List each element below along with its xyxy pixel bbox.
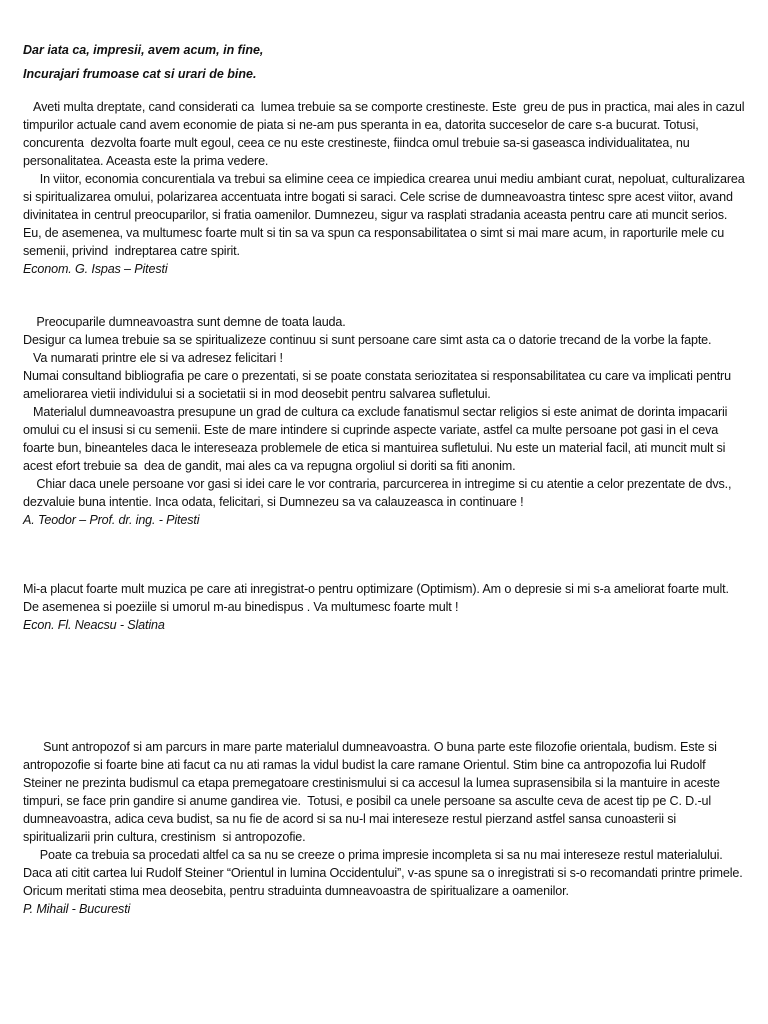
letter-paragraph: Chiar daca unele persoane vor gasi si idei care le vor contraria, parcurcerea in intregime si cu atentie a celor prezentate de dvs., dezvaluie buna intentie. Inca odata, felicitari, si Dumnezeu sa va calauzeasca in continuare !	[23, 477, 735, 509]
letter-paragraph: Mi-a placut foarte mult muzica pe care ati inregistrat-o pentru optimizare (Optimism). Am o depresie si mi s-a ameliorat foarte mult. De asemenea si poeziile si umorul m-au binedispus . Va multumesc foarte mult !	[23, 582, 733, 614]
signature: Econ. Fl. Neacsu - Slatina	[23, 618, 165, 632]
letter-paragraph: Aveti multa dreptate, cand considerati ca lumea trebuie sa se comporte crestineste. Este greu de pus in practica, mai ales in cazul timpurilor actuale cand avem economie de piata si ne-am pus speranta in ea, datorita succeselor de care s-a bucurat. Totusi, concurenta dezvolta foarte mult egoul, ceea ce nu este crestineste, fiindca omul trebuie sa-si gaseasca individualitatea, nu personalitatea. Aceasta este la prima vedere.	[23, 100, 748, 168]
letter-paragraph: In viitor, economia concurentiala va trebui sa elimine ceea ce impiedica crearea unui mediu ambiant curat, nepoluat, culturalizarea si spiritualizarea omului, polarizarea accentuata intre bogati si saraci. Cele scrise de dumneavoastra tintesc spre acest viitor, avand divinitatea in centrul preocuparilor, si fratia oamenilor. Dumnezeu, sigur va rasplati stradania aceasta pentru care ati muncit serios. Eu, de asemenea, va multumesc foarte mult si tin sa va spun ca responsabilitatea o simt si mai mare acum, in raporturile mele cu semenii, privind indreptarea catre spirit.	[23, 172, 748, 258]
signature: P. Mihail - Bucuresti	[23, 902, 131, 916]
testimonial-teodor	[23, 313, 745, 529]
testimonial-ispas	[23, 98, 748, 278]
letter-paragraph: Poate ca trebuia sa procedati altfel ca sa nu se creeze o prima impresie incompleta si sa nu mai intereseze restul materialului. Daca ati citit cartea lui Rudolf Steiner “Orientul in lumina Occidentului”, v-as spune sa o inregistrati si s-o recomandati printre primele. Oricum meritati stima mea deosebita, pentru straduinta dumneavoastra de spiritualizare a oamenilor.	[23, 848, 746, 898]
letter-paragraph: Desigur ca lumea trebuie sa se spiritualizeze continuu si sunt persoane care simt asta ca o datorie trecand de la vorbe la fapte.	[23, 333, 712, 347]
signature: Econom. G. Ispas – Pitesti	[23, 262, 168, 276]
letter-paragraph: Va numarati printre ele si va adresez felicitari !	[23, 351, 283, 365]
intro-verse-line-2: Incurajari frumoase cat si urari de bine.	[23, 67, 257, 81]
signature: A. Teodor – Prof. dr. ing. - Pitesti	[23, 513, 200, 527]
testimonial-neacsu	[23, 580, 745, 634]
intro-verse-line-1: Dar iata ca, impresii, avem acum, in fine,	[23, 43, 264, 57]
letter-paragraph: Sunt antropozof si am parcurs in mare parte materialul dumneavoastra. O buna parte este filozofie orientala, budism. Este si antropozofie si foarte bine ati facut ca nu ati ramas la vidul budist la care ramane Orientul. Stim bine ca antropozofia lui Rudolf Steiner ne prezinta budismul ca etapa premegatoare crestinismului si ca accesul la lumea suprasensibila si la mantuire in aceste timpuri, se face prin gandire si anume gandirea vie. Totusi, e posibil ca unele persoane sa asculte ceva de acest tip pe C. D.-ul dumneavoastra, adica ceva budist, sa nu fie de acord si sa nu-l mai intereseze restul pierzand astfel sansa cunoasterii si spiritualizarii prin cultura, crestinism si antropozofie.	[23, 740, 724, 844]
letter-paragraph: Numai consultand bibliografia pe care o prezentati, si se poate constata seriozitatea si responsabilitatea cu care va implicati pentru ameliorarea vietii individului si a societatii si in mod deosebit pentru salvarea sufletului.	[23, 369, 735, 401]
letter-paragraph: Preocuparile dumneavoastra sunt demne de toata lauda.	[23, 315, 346, 329]
testimonial-mihail	[23, 738, 745, 918]
letter-paragraph: Materialul dumneavoastra presupune un grad de cultura ca exclude fanatismul sectar religios si este animat de dorinta impacarii omului cu el insusi si cu semenii. Este de mare intindere si cuprinde aspecte variate, astfel ca multe persoane pot gasi in el ceva foarte bun, bineanteles daca le intereseaza problemele de etica si mantuirea sufletului. Nu este un material facil, ati muncit mult si acest efort trebuie sa dea de gandit, mai ales ca va repugna orgoliul si doriti sa fiti anonim.	[23, 405, 731, 473]
